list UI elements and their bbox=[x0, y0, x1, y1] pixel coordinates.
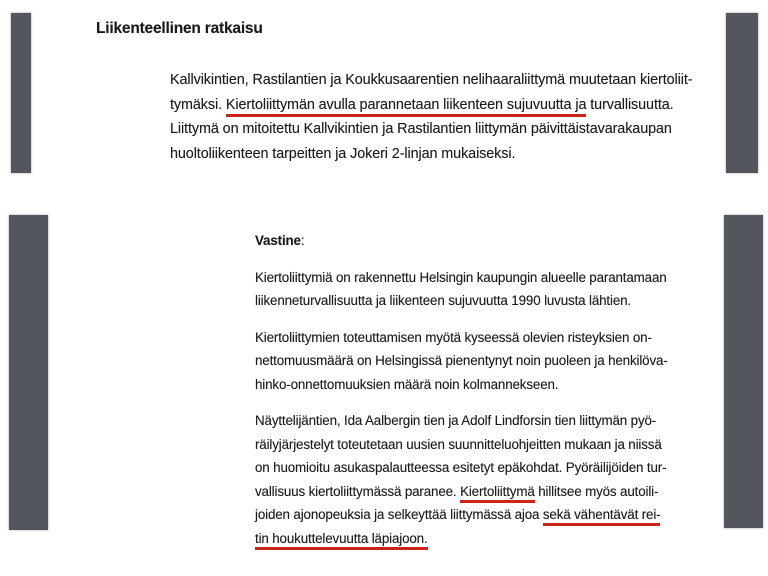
response-paragraph-1 bbox=[255, 266, 668, 313]
text-segment: joiden ajonopeuksia ja selkeyttää liittymässä ajoa bbox=[255, 507, 543, 522]
text-segment: : bbox=[300, 233, 305, 248]
text-line bbox=[255, 349, 668, 373]
text-line bbox=[255, 433, 668, 457]
red-underlined-text: tin houkuttelevuutta läpiajoon. bbox=[255, 531, 428, 550]
text-segment: Vastine bbox=[255, 233, 301, 248]
text-line bbox=[255, 289, 668, 313]
text-segment: liikenneturvallisuutta ja liikenteen sujuvuutta 1990 luvusta lähtien. bbox=[255, 293, 631, 308]
text-line bbox=[255, 326, 668, 350]
red-underlined-text: Kiertoliittymä bbox=[460, 484, 535, 503]
response-section bbox=[255, 229, 668, 550]
text-line bbox=[170, 117, 692, 142]
text-segment: turvallisuutta. bbox=[586, 96, 674, 113]
text-line bbox=[255, 266, 668, 290]
text-line bbox=[255, 409, 668, 433]
text-line bbox=[255, 503, 668, 527]
red-underlined-text: Kiertoliittymän avulla parannetaan liikenteen sujuvuutta ja bbox=[226, 97, 587, 117]
text-line bbox=[170, 68, 692, 93]
red-underlined-text: sekä vähentävät rei- bbox=[543, 507, 661, 526]
text-segment: tymäksi. bbox=[170, 96, 226, 113]
text-segment: Kiertoliittymien toteuttamisen myötä kyseessä olevien risteyksien on- bbox=[255, 329, 652, 345]
text-segment: hinko-onnettomuuksien määrä noin kolmannekseen. bbox=[255, 376, 559, 392]
text-line bbox=[170, 93, 692, 118]
text-line bbox=[255, 229, 668, 253]
text-segment: Näyttelijäntien, Ida Aalbergin tien ja Adolf Lindforsin tien liittymän pyö- bbox=[255, 413, 657, 428]
response-paragraph-3 bbox=[255, 409, 668, 550]
text-segment: Kallvikintien, Rastilantien ja Koukkusaarentien nelihaaraliittymä muutetaan kiertoliit- bbox=[170, 72, 693, 88]
text-line bbox=[255, 480, 668, 504]
text-segment: Liittymä on mitoitettu Kallvikintien ja Rastilantien liittymän päivittäistavarakaupan bbox=[170, 121, 672, 137]
text-segment: räilyjärjestelyt toteutetaan uusien suunnitteluohjeitten mukaan ja niissä bbox=[255, 436, 662, 452]
response-label bbox=[255, 229, 668, 253]
text-line bbox=[255, 373, 668, 397]
question-paragraph bbox=[170, 68, 692, 166]
text-segment: Kiertoliittymiä on rakennettu Helsingin kaupungin alueelle parantamaan bbox=[255, 269, 667, 285]
text-line bbox=[255, 456, 668, 480]
scan-edge-bar-bottom-left bbox=[9, 215, 48, 530]
text-segment: on huomioitu asukaspalautteessa esitetyt epäkohdat. Pyöräilijöiden tur- bbox=[255, 460, 667, 475]
scan-edge-bar-top-right bbox=[726, 13, 758, 173]
text-segment: hillitsee myös autoili- bbox=[534, 483, 659, 499]
text-segment: huoltoliikenteen tarpeitten ja Jokeri 2-linjan mukaiseksi. bbox=[170, 145, 516, 162]
text-line bbox=[170, 142, 692, 167]
response-paragraph-2 bbox=[255, 326, 668, 397]
scan-edge-bar-top-left bbox=[11, 13, 31, 173]
text-line bbox=[255, 527, 668, 551]
scan-edge-bar-bottom-right bbox=[724, 215, 763, 528]
text-segment: vallisuus kiertoliittymässä paranee. bbox=[255, 483, 461, 499]
section-heading: Liikenteellinen ratkaisu bbox=[96, 20, 263, 37]
text-segment: nettomuusmäärä on Helsingissä pienentynyt noin puoleen ja henkilöva- bbox=[255, 353, 668, 368]
